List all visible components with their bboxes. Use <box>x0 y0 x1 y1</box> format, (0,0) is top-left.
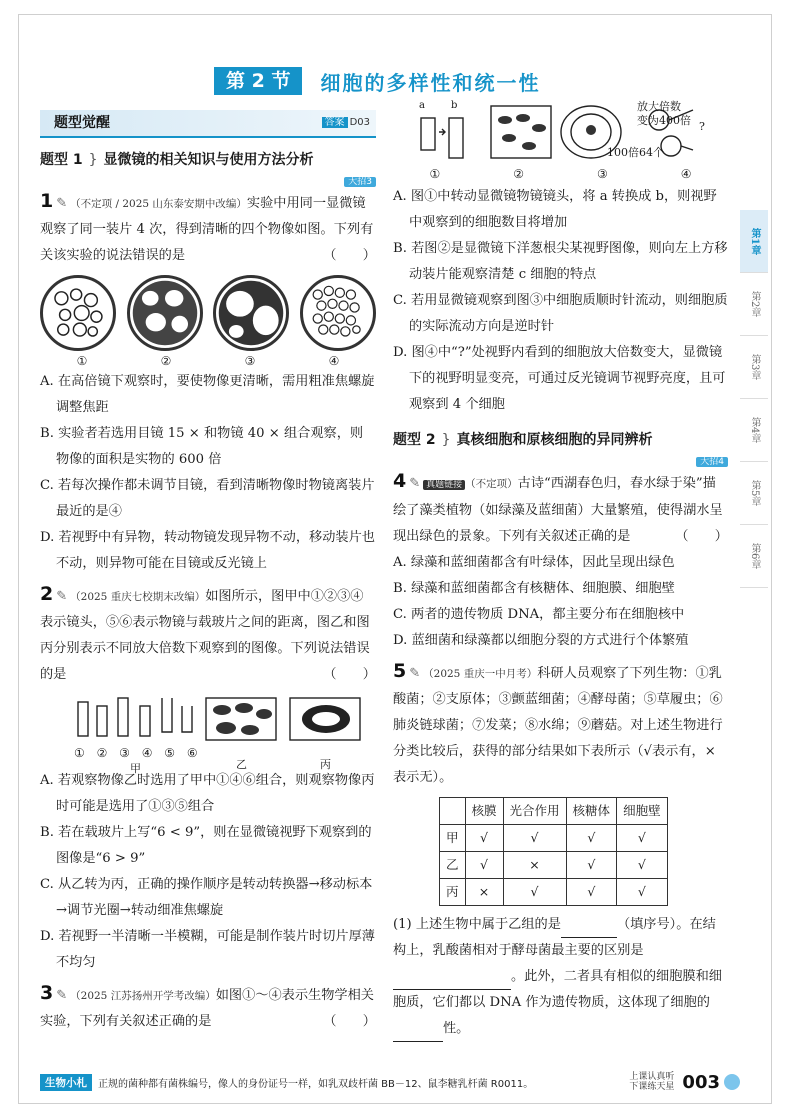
q3-paren: （ ） <box>323 1014 376 1029</box>
answer-blank[interactable] <box>393 973 511 990</box>
question-5 <box>393 658 728 791</box>
q3-question-mark: ? <box>699 120 705 133</box>
q2-source: （2025 重庆七校期末改编） <box>70 591 206 603</box>
type2-label: 题型 2 <box>393 432 436 448</box>
q1-option-c[interactable]: C. 若每次操作都未调节目镜，看到清晰物像时物镜离装片最近的是④ <box>40 478 375 519</box>
mag-text: 放大倍数 <box>637 100 681 113</box>
q1-source: （不定项 / 2025 山东泰安期中改编） <box>70 198 247 210</box>
type1-title: 显微镜的相关知识与使用方法分析 <box>103 152 314 168</box>
q4-option-c[interactable]: C. 两者的遗传物质 DNA，都主要分布在细胞核中 <box>393 607 685 622</box>
q3-stem: 如图①～④表示生物学相关实验，下列有关叙述正确的是 <box>40 988 374 1029</box>
view-2 <box>127 275 203 351</box>
table-cell: 乙 <box>440 852 466 879</box>
question-4 <box>393 468 728 550</box>
q1-option-b[interactable]: B. 实验者若选用目镜 15 × 和物镜 40 × 组合观察，则物像的面积是实物的 600 倍 <box>40 426 364 467</box>
q2-lens-captions: ① ② ③ ④ ⑤ ⑥ <box>74 746 202 760</box>
table-cell: × <box>503 852 566 879</box>
pen-icon: ✎ <box>56 196 68 211</box>
q5-sub1-text: 性。 <box>443 1021 470 1036</box>
right-column <box>393 100 728 1042</box>
view-4 <box>300 275 376 351</box>
fig-label-bing: 丙 <box>320 758 331 771</box>
table-header: 核膜 <box>465 798 503 825</box>
section-title: 细胞的多样性和统一性 <box>320 70 541 95</box>
fig-label-yi: 乙 <box>236 758 247 771</box>
type2-title: 真核细胞和原核细胞的异同辨析 <box>456 432 653 448</box>
q5-sub1-text: (1) 上述生物中属于乙组的是 <box>393 917 561 932</box>
table-header-row <box>440 798 668 825</box>
q2-stem: 如图所示，图甲中①②③④表示镜头，⑤⑥表示物镜与载玻片之间的距离，图乙和图丙分别表示不同放大倍数下观察到的图像。下列说法错误的是 <box>40 589 370 682</box>
q4-stem: 古诗“西湖春色归，春水绿于染”描绘了藻类植物（如绿藻及蓝细菌）大量繁殖，使得湖水呈现出绿色的景象。下列有关叙述正确的是 <box>393 476 723 544</box>
caption: ④ <box>328 354 340 368</box>
caption: ③ <box>596 167 608 181</box>
q4-option-a[interactable]: A. 绿藻和蓝细菌都含有叶绿体，因此呈现出绿色 <box>393 555 675 570</box>
q3-number: 3 <box>40 982 54 1004</box>
mascot-icon <box>724 1074 740 1090</box>
table-row <box>440 825 668 852</box>
q4-source: （不定项） <box>465 478 518 490</box>
q4-badge: 真题链接 <box>423 480 465 490</box>
table-cell: × <box>465 879 503 906</box>
q5-number: 5 <box>393 660 407 682</box>
table-header <box>440 798 466 825</box>
q1-option-d[interactable]: D. 若视野中有异物，转动物镜发现异物不动，移动装片也不动，则异物可能在目镜或反光镜上 <box>40 530 375 571</box>
tab-chapter-6[interactable]: 第6章 <box>740 525 768 588</box>
table-cell: √ <box>566 879 617 906</box>
q2-option-a[interactable]: A. 若观察物像乙时选用了甲中①④⑥组合，则观察物像丙时可能是选用了①③⑤组合 <box>40 773 375 814</box>
q3-source: （2025 江苏扬州开学考改编） <box>70 990 216 1002</box>
section-number: 第 2 节 <box>214 67 302 95</box>
q1-stem: 实验中用同一显微镜观察了同一装片 4 次，得到清晰的四个物像如图。下列有关该实验的说法错误的是 <box>40 196 374 263</box>
q2-number: 2 <box>40 583 54 605</box>
tab-chapter-1[interactable]: 第1章 <box>740 210 768 273</box>
pen-icon: ✎ <box>56 988 68 1003</box>
type2-tag: 大招4 <box>696 457 728 467</box>
table-header: 核糖体 <box>566 798 617 825</box>
tab-chapter-3[interactable]: 第3章 <box>740 336 768 399</box>
banner <box>40 110 376 138</box>
q3-captions <box>393 166 728 182</box>
table-cell: 甲 <box>440 825 466 852</box>
table-cell: √ <box>617 852 668 879</box>
answer-badge: 答案 <box>322 117 348 128</box>
q5-sub1 <box>393 912 728 1042</box>
table-row <box>440 852 668 879</box>
q3-option-b[interactable]: B. 若图②是显微镜下洋葱根尖某视野图像，则向左上方移动装片能观察清楚 c 细胞的特点 <box>393 241 728 282</box>
q3-option-c[interactable]: C. 若用显微镜观察到图③中细胞质顺时针流动，则细胞质的实际流动方向是逆时针 <box>393 293 728 334</box>
q3-label-a: a <box>419 100 425 111</box>
chapter-tabs <box>740 210 770 588</box>
q5-stem: 科研人员观察了下列生物：①乳酸菌；②支原体；③颤蓝细菌；④酵母菌；⑤草履虫；⑥肺炎链球菌；⑦发菜；⑧水绵；⑨蘑菇。对上述生物进行分类比较后，获得的部分结果如下表所示（√表示有，× 表示无）。 <box>393 666 723 785</box>
q2-figure-drawing <box>40 692 376 748</box>
table-cell: √ <box>617 879 668 906</box>
q1-paren: （ ） <box>323 248 376 263</box>
q4-paren: （ ） <box>675 529 728 544</box>
type1-heading: 题型 1 } 显微镜的相关知识与使用方法分析 <box>40 152 314 168</box>
tab-chapter-2[interactable]: 第2章 <box>740 273 768 336</box>
footer <box>40 1072 740 1092</box>
q5-sub1-text: （填序号）。在结构上，乳酸菌相对于酵母菌最主要的区别是 <box>393 917 716 958</box>
q5-source: （2025 重庆一中月考） <box>423 668 538 680</box>
page-number: 003 <box>682 1071 720 1093</box>
view-3 <box>213 275 289 351</box>
tab-chapter-4[interactable]: 第4章 <box>740 399 768 462</box>
footer-badge: 生物小札 <box>40 1074 92 1091</box>
slogan-line: 下课练天星 <box>629 1082 675 1092</box>
q3-label-b: b <box>451 100 458 111</box>
q1-option-a[interactable]: A. 在高倍镜下观察时，要使物像更清晰，需用粗准焦螺旋调整焦距 <box>40 374 375 415</box>
q3-mag-label <box>637 100 691 128</box>
caption: ② <box>513 167 524 181</box>
table-cell: √ <box>465 825 503 852</box>
q1-figure <box>40 275 376 351</box>
q3-option-a[interactable]: A. 图①中转动显微镜物镜镜头，将 a 转换成 b，则视野中观察到的细胞数目将增加 <box>393 189 717 230</box>
q4-option-d[interactable]: D. 蓝细菌和绿藻都以细胞分裂的方式进行个体繁殖 <box>393 633 689 648</box>
q3-mag-count: 100倍64个 <box>607 146 664 159</box>
question-1 <box>40 188 376 269</box>
q1-captions <box>40 353 376 369</box>
q2-paren: （ ） <box>323 667 376 682</box>
footer-right <box>629 1072 740 1093</box>
caption: ① <box>429 167 441 181</box>
answer-blank[interactable] <box>561 921 617 938</box>
mag-text: 变为400倍 <box>637 114 691 127</box>
q3-option-d[interactable]: D. 图④中“?”处视野内看到的细胞放大倍数变大，显微镜下的视野明显变亮，可通过反光镜调节视野亮度，且可观察到 4 个细胞 <box>393 345 726 412</box>
view-1 <box>40 275 116 351</box>
caption: ③ <box>244 354 256 368</box>
table-header: 细胞壁 <box>617 798 668 825</box>
table-row <box>440 879 668 906</box>
slogan-line: 上课认真听 <box>629 1072 675 1082</box>
q2-option-b[interactable]: B. 若在载玻片上写“6 < 9”，则在显微镜视野下观察到的图像是“6 > 9” <box>40 825 372 866</box>
q4-option-b[interactable]: B. 绿藻和蓝细菌都含有核糖体、细胞膜、细胞壁 <box>393 581 675 596</box>
q3-figure <box>393 100 728 184</box>
type1-label: 题型 1 <box>40 152 83 168</box>
caption: ② <box>160 354 172 368</box>
answer-ref[interactable] <box>322 110 370 136</box>
q5-table <box>439 797 668 906</box>
left-column <box>40 110 376 1035</box>
tab-chapter-5[interactable]: 第5章 <box>740 462 768 525</box>
q2-option-d[interactable]: D. 若视野一半清晰一半模糊，可能是制作装片时切片厚薄不均匀 <box>40 929 375 970</box>
table-header: 光合作用 <box>503 798 566 825</box>
section-header <box>214 66 540 96</box>
q4-number: 4 <box>393 470 407 492</box>
fig-label-jia: 甲 <box>130 762 141 775</box>
q5-sub1-text: 。此外，二者具有相似的细胞膜和细胞质，它们都以 DNA 作为遗传物质，这体现了细胞的 <box>393 969 722 1010</box>
answer-page: D03 <box>349 117 370 128</box>
type1-tag: 大招3 <box>344 177 376 187</box>
q2-option-c[interactable]: C. 从乙转为丙，正确的操作顺序是转动转换器→移动标本→调节光圈→转动细准焦螺旋 <box>40 877 373 918</box>
type2-heading: 题型 2 } 真核细胞和原核细胞的异同辨析 <box>393 432 653 448</box>
caption: ④ <box>680 167 692 181</box>
table-cell: √ <box>465 852 503 879</box>
table-cell: √ <box>503 825 566 852</box>
footer-slogan <box>629 1072 674 1092</box>
answer-blank[interactable] <box>393 1025 443 1042</box>
question-3 <box>40 980 376 1035</box>
q1-number: 1 <box>40 190 54 212</box>
caption: ① <box>76 354 88 368</box>
pen-icon: ✎ <box>409 476 421 491</box>
banner-title: 题型觉醒 <box>54 115 110 131</box>
table-cell: √ <box>617 825 668 852</box>
pen-icon: ✎ <box>56 589 68 604</box>
table-cell: √ <box>503 879 566 906</box>
table-cell: √ <box>566 825 617 852</box>
footer-note: 正规的菌种都有菌株编号，像人的身份证号一样，如乳双歧杆菌 BB－12、鼠李糖乳杆菌 R0011。 <box>98 1078 534 1090</box>
table-cell: 丙 <box>440 879 466 906</box>
q2-figure <box>40 692 376 775</box>
question-2 <box>40 581 376 688</box>
pen-icon: ✎ <box>409 666 421 681</box>
table-cell: √ <box>566 852 617 879</box>
